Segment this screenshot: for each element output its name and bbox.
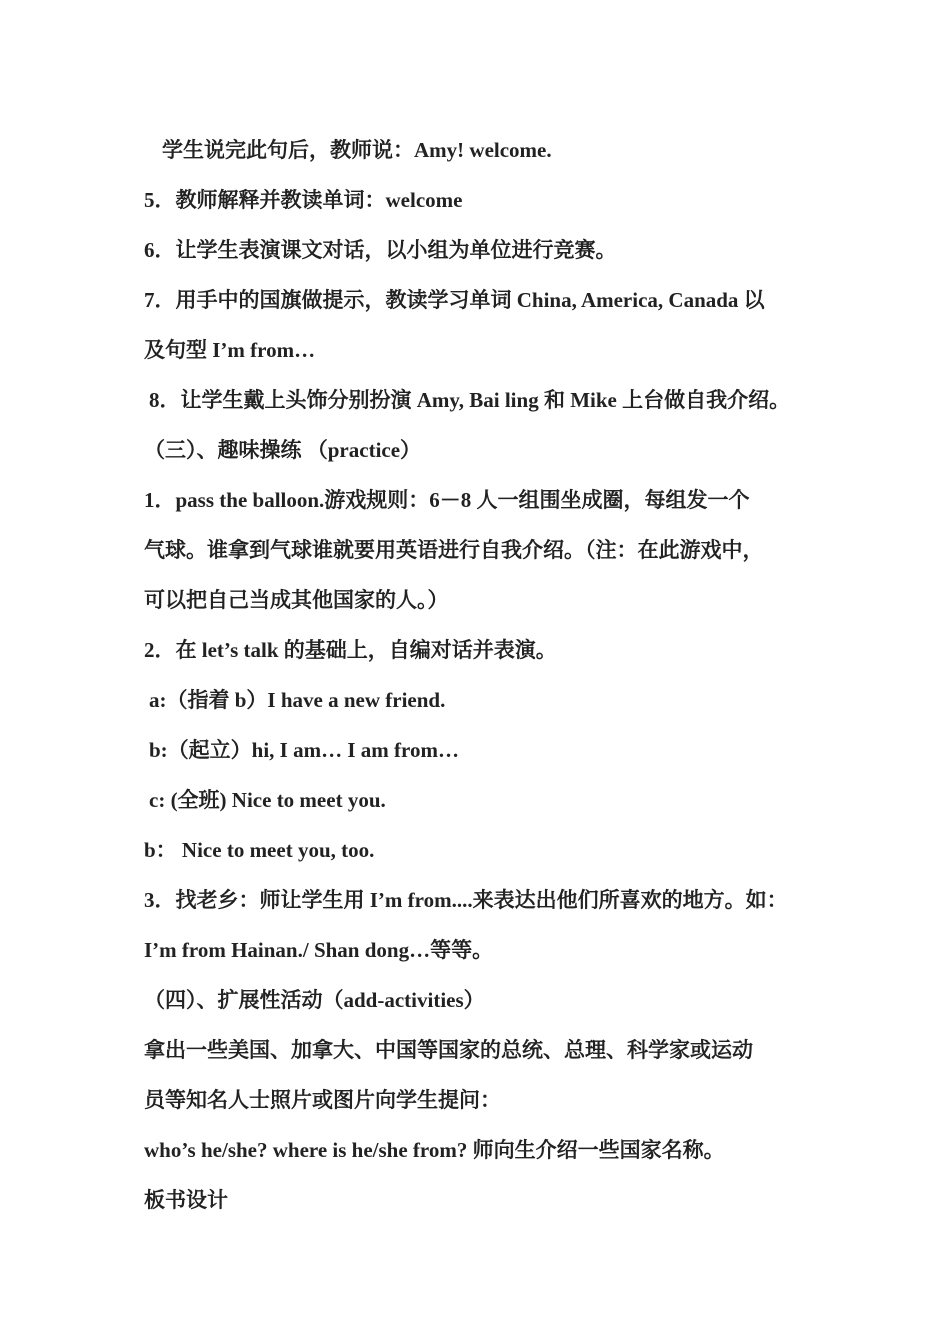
- text-line-step-7-cont: 及句型 I’m from…: [144, 338, 316, 362]
- text-line-step-7: 7．用手中的国旗做提示，教读学习单词 China, America, Canada 以: [144, 288, 765, 312]
- dialogue-line-b: b:（起立）hi, I am… I am from…: [149, 738, 459, 762]
- text-line-intro: 学生说完此句后，教师说：Amy! welcome.: [162, 138, 552, 162]
- text-line-activities-1: 拿出一些美国、加拿大、中国等国家的总统、总理、科学家或运动: [144, 1038, 753, 1062]
- text-line-practice-1-cont-a: 气球。谁拿到气球谁就要用英语进行自我介绍。（注：在此游戏中，: [144, 538, 764, 562]
- text-line-practice-1: 1．pass the balloon.游戏规则：6－8 人一组围坐成圈，每组发一个: [144, 488, 750, 512]
- text-line-step-6: 6．让学生表演课文对话，以小组为单位进行竞赛。: [144, 238, 617, 262]
- section-heading-add-activities: （四）、扩展性活动（add-activities）: [144, 988, 485, 1012]
- text-line-practice-3: 3．找老乡：师让学生用 I’m from....来表达出他们所喜欢的地方。如：: [144, 888, 788, 912]
- section-heading-board-design: 板书设计: [144, 1188, 228, 1212]
- text-line-practice-1-cont-b: 可以把自己当成其他国家的人。）: [144, 588, 449, 612]
- section-heading-practice: （三）、趣味操练 （practice）: [144, 438, 422, 462]
- text-line-step-8: 8．让学生戴上头饰分别扮演 Amy, Bai ling 和 Mike 上台做自我介绍。: [149, 388, 791, 412]
- text-line-activities-question: who’s he/she? where is he/she from? 师向生介绍一些国家名称。: [144, 1138, 725, 1162]
- dialogue-line-a: a:（指着 b）I have a new friend.: [149, 688, 446, 712]
- text-line-practice-2: 2．在 let’s talk 的基础上，自编对话并表演。: [144, 638, 557, 662]
- text-line-activities-1-cont: 员等知名人士照片或图片向学生提问：: [144, 1088, 501, 1112]
- text-line-practice-3-cont: I’m from Hainan./ Shan dong…等等。: [144, 938, 494, 962]
- dialogue-line-b-reply: b： Nice to meet you, too.: [144, 838, 375, 862]
- text-line-step-5: 5．教师解释并教读单词：welcome: [144, 188, 463, 212]
- dialogue-line-c: c: (全班) Nice to meet you.: [149, 788, 386, 812]
